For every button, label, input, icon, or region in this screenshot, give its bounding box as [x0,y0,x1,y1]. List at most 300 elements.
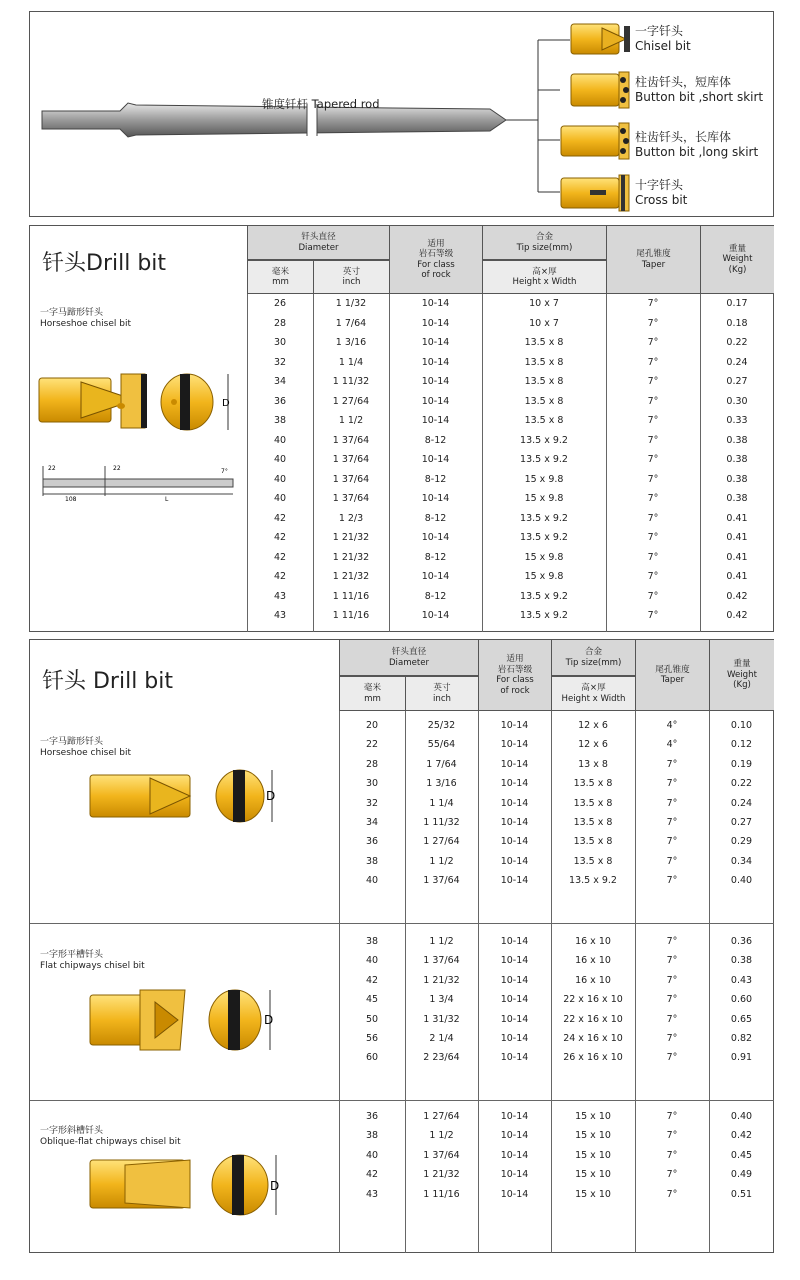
horseshoe-bit-drawing [35,366,250,506]
header-text: mm [364,693,381,704]
table-cell: 0.38 [726,434,748,446]
table-cell: 13.5 x 8 [573,836,613,848]
table-cell: 36 [365,1111,379,1122]
table-cell: 60 [365,1052,379,1064]
table-cell: 0.36 [730,936,753,947]
header-text: Diameter [388,657,430,668]
table-cell: 1 3/16 [335,337,367,348]
table-cell: 30 [273,337,287,348]
table-cell: 0.42 [726,610,748,621]
header-text: Tip size(mm) [565,657,622,668]
header-text: 岩石等级 [418,249,454,259]
header-text: Taper [641,259,666,270]
bit-drawings [30,640,330,1240]
table-cell: 26 [273,298,287,309]
table-cell: 40 [273,493,287,504]
header-text: 钎头直径 [391,647,427,657]
table-cell: 40 [273,454,287,465]
header-text: Taper [660,675,685,685]
table-cell: 10-14 [500,1130,529,1142]
table-cell: 16 x 10 [575,936,611,947]
chisel-bit-label: 一字钎头 Chisel bit [635,24,691,53]
table-cell: 0.38 [726,493,748,504]
table-cell: 7° [666,778,678,790]
table-cell: 1 37/64 [332,454,370,465]
table-cell: 13.5 x 8 [573,855,613,867]
header-text: Tip size(mm) [516,242,573,253]
table-cell: 16 x 10 [575,955,611,967]
table-cell: 8-12 [424,590,447,602]
table-cell: 12 x 6 [578,739,608,751]
table-cell: 13.5 x 8 [573,797,613,809]
table-cell: 0.45 [730,1149,753,1161]
table-cell: 7° [647,551,659,563]
table-cell: 7° [647,434,659,446]
header-text: Weight [727,669,757,680]
table-cell: 10-14 [500,778,529,790]
table-cell: 1 1/32 [335,298,367,309]
section-divider [30,923,774,924]
svg-text:D: D [264,1013,274,1027]
table-cell: 0.49 [730,1169,753,1181]
table-cell: 0.18 [726,317,748,329]
table-cell: 15 x 9.8 [524,493,564,504]
table-cell: 10-14 [421,532,450,543]
table-cell: 55/64 [427,739,456,751]
table-cell: 1 21/32 [423,1169,460,1181]
height-width-header [482,260,606,294]
table-cell: 7° [666,1052,678,1064]
table-cell: 34 [365,817,379,828]
table-cell: 1 2/3 [338,512,364,524]
table-cell: 7° [666,797,678,809]
header-text: 尾孔锥度 [636,249,671,259]
table-cell: 7° [647,376,659,387]
weight-header [709,640,774,711]
table-cell: 10-14 [500,1111,529,1122]
table-cell: 30 [365,778,379,790]
header-text: 钎头直径 [301,232,336,242]
table-cell: 0.12 [730,739,753,751]
table-cell: 15 x 9.8 [524,571,564,582]
table-cell: 10-14 [500,739,529,751]
table-cell: 26 x 16 x 10 [563,1052,623,1064]
table-cell: 10-14 [421,376,450,387]
table-cell: 25/32 [427,720,456,731]
table-cell: 7° [647,532,659,543]
table-cell: 7° [666,817,678,828]
header-text: Diameter [298,242,339,253]
table-cell: 13.5 x 8 [573,817,613,828]
table-cell: 7° [647,395,659,407]
table-cell: 10 x 7 [529,317,559,329]
table-cell: 13 x 8 [578,758,608,770]
table-cell: 10-14 [500,797,529,809]
table-cell: 1 1/2 [338,415,364,426]
table-cell: 10-14 [500,974,529,986]
table-cell: 0.38 [726,473,748,485]
header-text: 高×厚 [581,683,606,693]
table-cell: 13.5 x 9.2 [520,434,568,446]
table-cell: 28 [365,758,379,770]
table-cell: 50 [365,1013,379,1025]
table-cell: 38 [365,1130,379,1142]
table-cell: 28 [273,317,287,329]
table-cell: 1 37/64 [332,493,370,504]
table-cell: 0.43 [730,974,753,986]
table-cell: 10-14 [421,493,450,504]
table-cell: 7° [666,1111,678,1122]
table-cell: 12 x 6 [578,720,608,731]
header-text: inch [432,693,451,704]
table-cell: 10 x 7 [529,298,559,309]
table-cell: 0.24 [726,356,748,368]
header-text: For class [496,675,534,685]
section-label-oblique: 一字形斜槽钎头 Oblique-flat chipways chisel bit [40,1126,181,1147]
table-cell: 10-14 [421,395,450,407]
tapered-rod-diagram [29,11,774,217]
table-cell: 24 x 16 x 10 [563,1033,623,1044]
rock-class-header [389,226,482,294]
table-cell: 13.5 x 8 [573,778,613,790]
section-label-horseshoe: 一字马蹄形钎头 Horseshoe chisel bit [40,737,131,758]
table-cell: 7° [666,1013,678,1025]
header-text: of rock [500,685,530,696]
header-text: 适用 [506,654,524,664]
mm-header [247,260,313,294]
table-cell: 1 21/32 [423,974,460,986]
table-cell: 1 11/16 [423,1188,460,1200]
table-cell: 2 23/64 [423,1052,460,1064]
table-cell: 1 21/32 [332,532,370,543]
table-cell: 0.22 [730,778,753,790]
table-cell: 1 37/64 [423,955,460,967]
table-cell: 7° [647,590,659,602]
table-cell: 13.5 x 9.2 [520,610,568,621]
table-cell: 7° [666,855,678,867]
table-cell: 7° [647,512,659,524]
header-text: (Kg) [728,264,747,275]
table-cell: 1 11/32 [423,817,460,828]
table-cell: 7° [666,1130,678,1142]
cross-bit-icon [561,175,629,211]
horseshoe-bit-icon [90,770,275,822]
header-text: 毫米 [363,683,382,693]
table-title: 钎头 Drill bit [42,669,174,694]
table-cell: 10-14 [500,855,529,867]
table-cell: 1 1/4 [429,797,454,809]
table-cell: 1 1/2 [429,936,454,947]
table-cell: 2 1/4 [429,1033,454,1044]
table-cell: 1 7/64 [426,758,457,770]
dim-t2-label: 22 [113,465,121,472]
table-cell: 34 [273,376,287,387]
header-text: Weight [722,254,753,265]
header-text: 英寸 [433,683,451,693]
header-text: For class [417,259,455,270]
table-cell: 10-14 [421,454,450,465]
oblique-chipways-bit-icon [90,1155,279,1215]
table-cell: 10-14 [500,1169,529,1181]
table-cell: 7° [666,836,678,848]
table-cell: 0.33 [726,415,748,426]
dim-l-label: L [165,496,169,503]
table-cell: 36 [273,395,287,407]
table-cell: 13.5 x 8 [524,356,564,368]
table-cell: 42 [273,551,287,563]
table-cell: 32 [365,797,379,809]
table-cell: 45 [365,994,379,1006]
header-text: 毫米 [271,266,290,277]
table-cell: 8-12 [424,512,447,524]
table-cell: 10-14 [421,337,450,348]
table-cell: 0.41 [726,532,748,543]
table-cell: 7° [666,994,678,1006]
svg-text:D: D [270,1179,280,1193]
table-title: 钎头Drill bit [42,251,167,276]
table-cell: 13.5 x 9.2 [520,454,568,465]
table-cell: 10-14 [500,817,529,828]
table-cell: 0.27 [730,817,753,828]
table-cell: 20 [365,720,379,731]
table-cell: 4° [666,720,678,731]
table-cell: 1 21/32 [332,571,370,582]
table-cell: 10-14 [500,720,529,731]
table-cell: 43 [273,610,287,621]
tip-size-header [551,640,635,676]
dim-d-label: D [222,398,230,409]
table-cell: 16 x 10 [575,974,611,986]
table-cell: 7° [666,1149,678,1161]
table-cell: 1 37/64 [423,875,460,887]
inch-header [313,260,389,294]
table-cell: 13.5 x 9.2 [569,875,617,887]
table-cell: 36 [365,836,379,848]
drill-bit-table-1 [29,225,774,632]
flat-chipways-bit-icon [90,990,273,1050]
table-cell: 0.42 [726,590,748,602]
table-cell: 13.5 x 9.2 [520,532,568,543]
table-cell: 1 1/4 [338,356,364,368]
table-cell: 40 [365,955,379,967]
table-cell: 8-12 [424,473,447,485]
table-cell: 15 x 10 [575,1111,611,1122]
table-cell: 43 [365,1188,379,1200]
table-cell: 10-14 [500,875,529,887]
dim-taper-label: 7° [221,468,228,475]
table-cell: 7° [666,1169,678,1181]
table-cell: 40 [273,473,287,485]
table-cell: 0.19 [730,758,753,770]
section-divider [30,1100,774,1101]
cross-bit-label: 十字钎头 Cross bit [635,178,688,207]
table-cell: 15 x 10 [575,1130,611,1142]
diameter-header [247,226,389,260]
table-cell: 7° [647,337,659,348]
chisel-bit-icon [571,24,630,54]
button-bit-long-label: 柱齿钎头，长库体 Button bit ,long skirt [635,130,759,159]
table-cell: 40 [365,1149,379,1161]
table-cell: 10-14 [500,955,529,967]
header-text: of rock [421,270,451,280]
table-cell: 0.34 [730,855,753,867]
table-cell: 22 x 16 x 10 [563,994,623,1006]
table-cell: 0.27 [726,376,748,387]
table-cell: 32 [273,356,287,368]
table-cell: 42 [365,974,379,986]
table-cell: 0.41 [726,512,748,524]
table-cell: 1 21/32 [332,551,370,563]
inch-header [405,676,478,711]
table-cell: 40 [365,875,379,887]
table-cell: 7° [647,356,659,368]
svg-text:D: D [266,789,276,803]
rod-label: 锥度钎杆 Tapered rod [262,97,380,111]
header-text: 重量 [728,243,747,254]
table-cell: 13.5 x 8 [524,395,564,407]
table-cell: 0.65 [730,1013,753,1025]
table-cell: 7° [666,1033,678,1044]
table-cell: 8-12 [424,551,447,563]
table-cell: 0.60 [730,994,753,1006]
button-bit-short-icon [571,72,629,108]
table-cell: 0.17 [726,298,748,309]
table-cell: 1 11/16 [332,590,370,602]
table-cell: 43 [273,590,287,602]
table-cell: 0.42 [730,1130,753,1142]
table-cell: 0.29 [730,836,753,848]
table-cell: 0.91 [730,1052,753,1064]
height-width-header [551,676,635,711]
table-cell: 7° [666,974,678,986]
taper-header [606,226,700,294]
button-bit-short-label: 柱齿钎头，短库体 Button bit ,short skirt [635,75,764,104]
table-cell: 1 27/64 [423,836,460,848]
table-cell: 22 [365,739,379,751]
table-cell: 0.10 [730,720,753,731]
dim-a-label: 108 [65,496,77,503]
table-cell: 13.5 x 8 [524,415,564,426]
table-cell: 10-14 [500,836,529,848]
header-text: 英寸 [342,266,361,277]
header-text: 岩石等级 [497,664,533,675]
table-cell: 42 [273,532,287,543]
table-cell: 0.22 [726,337,748,348]
table-cell: 10-14 [500,1188,529,1200]
button-bit-long-icon [561,123,629,159]
table-cell: 10-14 [500,1149,529,1161]
table-cell: 4° [666,739,678,751]
table-cell: 1 3/4 [429,994,454,1006]
table-cell: 40 [273,434,287,446]
table-cell: 7° [647,317,659,329]
table-cell: 0.38 [726,454,748,465]
table-cell: 42 [273,571,287,582]
table-cell: 10-14 [421,298,450,309]
table-cell: 7° [666,1188,678,1200]
table-cell: 0.41 [726,571,748,582]
header-text: Height x Width [512,277,577,287]
header-text: mm [272,277,289,287]
table-cell: 7° [647,415,659,426]
table-cell: 0.51 [730,1188,753,1200]
header-text: 合金 [535,232,554,242]
rock-class-header [478,640,551,711]
table-cell: 13.5 x 8 [524,337,564,348]
table-cell: 7° [666,955,678,967]
table-cell: 1 27/64 [332,395,370,407]
table-cell: 7° [666,758,678,770]
table-cell: 10-14 [500,994,529,1006]
table-cell: 10-14 [421,415,450,426]
table-cell: 7° [647,571,659,582]
table-cell: 38 [365,936,379,947]
table-cell: 1 31/32 [423,1013,460,1025]
table-cell: 10-14 [421,571,450,582]
table-cell: 15 x 9.8 [524,551,564,563]
table-cell: 7° [647,610,659,621]
header-text: (Kg) [733,680,751,691]
table-cell: 0.40 [730,1111,753,1122]
table-cell: 1 1/2 [429,1130,454,1142]
table-cell: 7° [647,493,659,504]
table-cell: 10-14 [421,317,450,329]
table-cell: 13.5 x 8 [524,376,564,387]
taper-header [635,640,709,711]
header-text: Height x Width [561,693,626,704]
table-cell: 1 37/64 [332,434,370,446]
header-text: 尾孔锥度 [655,664,690,675]
table-cell: 8-12 [424,434,447,446]
table-cell: 1 37/64 [423,1149,460,1161]
table-cell: 15 x 9.8 [524,473,564,485]
table-cell: 10-14 [500,758,529,770]
table-cell: 13.5 x 9.2 [520,512,568,524]
table-cell: 10-14 [500,936,529,947]
table-cell: 15 x 10 [575,1169,611,1181]
table-cell: 7° [647,298,659,309]
table-cell: 0.38 [730,955,753,967]
dim-t1-label: 22 [48,465,56,472]
header-text: 适用 [427,238,445,249]
section-label-horseshoe: 一字马蹄形钎头 Horseshoe chisel bit [40,308,131,329]
table-cell: 38 [273,415,287,426]
table-cell: 1 11/32 [332,376,370,387]
table-cell: 10-14 [500,1013,529,1025]
table-cell: 1 27/64 [423,1111,460,1122]
diameter-header [339,640,478,676]
table-cell: 38 [365,855,379,867]
header-text: 合金 [584,647,603,657]
table-cell: 10-14 [500,1033,529,1044]
table-cell: 1 7/64 [335,317,367,329]
table-cell: 1 3/16 [426,778,457,790]
weight-header [700,226,774,294]
table-cell: 7° [666,936,678,947]
table-cell: 22 x 16 x 10 [563,1013,623,1025]
table-cell: 0.41 [726,551,748,563]
table-cell: 0.24 [730,797,753,809]
table-cell: 10-14 [421,610,450,621]
table-cell: 1 37/64 [332,473,370,485]
table-cell: 56 [365,1033,379,1044]
header-text: 高×厚 [532,266,557,277]
table-cell: 15 x 10 [575,1188,611,1200]
table-cell: 13.5 x 9.2 [520,590,568,602]
table-cell: 10-14 [500,1052,529,1064]
tip-size-header [482,226,606,260]
table-cell: 42 [365,1169,379,1181]
